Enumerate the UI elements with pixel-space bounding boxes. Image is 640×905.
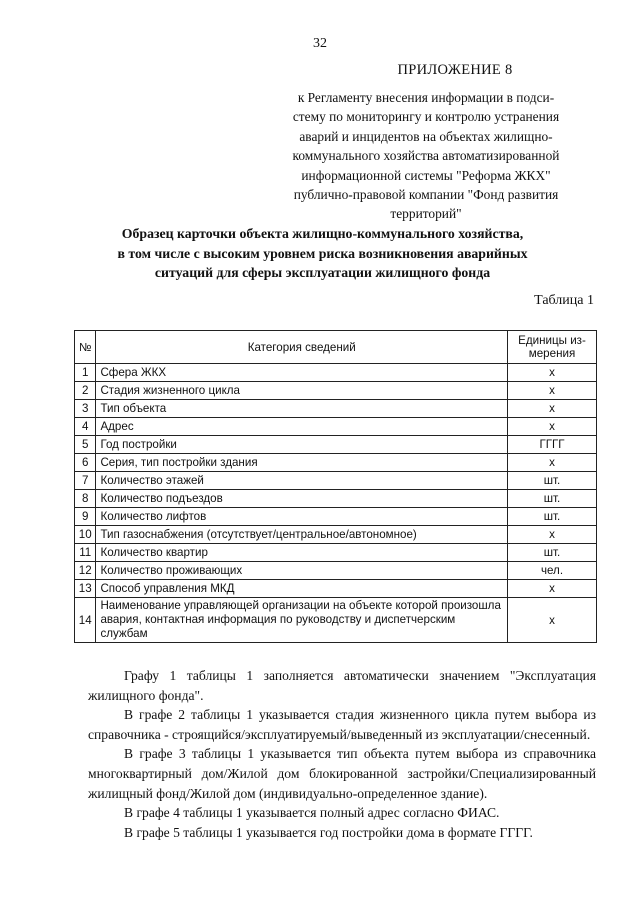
row-num: 8: [75, 490, 96, 508]
row-unit: ГГГГ: [508, 436, 597, 454]
body-text: [88, 666, 596, 842]
header-category: Категория сведений: [96, 331, 508, 364]
appendix-title: ПРИЛОЖЕНИЕ 8: [397, 62, 513, 78]
row-category: Адрес: [96, 418, 508, 436]
table-header-row: [75, 331, 597, 364]
appendix-subtitle-line: к Регламенту внесения информации в подси-: [297, 90, 555, 105]
row-num: 9: [75, 508, 96, 526]
row-category: Сфера ЖКХ: [96, 364, 508, 382]
table-row: [75, 508, 597, 526]
row-category: Количество этажей: [96, 472, 508, 490]
table-row: [75, 490, 597, 508]
row-num: 4: [75, 418, 96, 436]
paragraph: В графе 3 таблицы 1 указывается тип объекта путем выбора из справочника многоквартирный дом/Жилой дом блокированной застройки/Специализированный жилищный фонд/Жилой дом (индивидуально-определенное здание).: [88, 746, 596, 801]
header-unit: Единицы из-мерения: [508, 331, 597, 364]
row-num: 14: [75, 598, 96, 643]
appendix-subtitle-line: аварий и инцидентов на объектах жилищно-: [299, 128, 553, 144]
table-row: [75, 400, 597, 418]
row-unit: шт.: [508, 544, 597, 562]
table-row: [75, 472, 597, 490]
row-unit: х: [508, 418, 597, 436]
row-num: 5: [75, 436, 96, 454]
table-row: [75, 382, 597, 400]
row-unit: х: [508, 400, 597, 418]
row-num: 7: [75, 472, 96, 490]
row-unit: х: [508, 580, 597, 598]
row-unit: чел.: [508, 562, 597, 580]
appendix-subtitle: [270, 88, 582, 224]
row-category: Количество квартир: [96, 544, 508, 562]
row-category: Количество проживающих: [96, 562, 508, 580]
appendix-subtitle-line: коммунального хозяйства автоматизированной: [292, 148, 560, 164]
row-category: Тип объекта: [96, 400, 508, 418]
table-caption: Таблица 1: [534, 293, 594, 308]
appendix-subtitle-line: стему по мониторингу и контролю устранения: [292, 109, 560, 125]
row-num: 2: [75, 382, 96, 400]
appendix-subtitle-line: информационной системы "Реформа ЖКХ": [301, 167, 551, 183]
page-number: 32: [313, 36, 327, 51]
table-row: [75, 580, 597, 598]
table-row: [75, 598, 597, 643]
table-row: [75, 544, 597, 562]
heading-line: Образец карточки объекта жилищно-коммунального хозяйства,: [121, 226, 524, 241]
row-category: Стадия жизненного цикла: [96, 382, 508, 400]
row-category: Способ управления МКД: [96, 580, 508, 598]
table-row: [75, 364, 597, 382]
heading-line: ситуаций для сферы эксплуатации жилищного фонда: [154, 265, 491, 280]
row-unit: шт.: [508, 508, 597, 526]
paragraph: В графе 2 таблицы 1 указывается стадия жизненного цикла путем выбора из справочника - строящийся/эксплуатируемый/выведенный из эксплуатации/снесенный.: [88, 707, 596, 742]
row-unit: х: [508, 454, 597, 472]
row-num: 12: [75, 562, 96, 580]
row-category: Серия, тип постройки здания: [96, 454, 508, 472]
document-heading: [60, 224, 585, 283]
table-row: [75, 454, 597, 472]
data-table: [74, 330, 597, 643]
table-row: [75, 526, 597, 544]
row-category: Год постройки: [96, 436, 508, 454]
row-category: Наименование управляющей организации на объекте которой произошла авария, контактная информация по руководству и диспетчерским службам: [96, 598, 508, 643]
row-category: Тип газоснабжения (отсутствует/центральное/автономное): [96, 526, 508, 544]
row-num: 1: [75, 364, 96, 382]
row-num: 6: [75, 454, 96, 472]
appendix-subtitle-line: публично-правовой компании "Фонд развития: [293, 187, 559, 203]
row-category: Количество подъездов: [96, 490, 508, 508]
paragraph: Графу 1 таблицы 1 заполняется автоматически значением "Эксплуатация жилищного фонда".: [88, 668, 596, 703]
heading-line: в том числе с высоким уровнем риска возникновения аварийных: [117, 245, 528, 261]
row-num: 13: [75, 580, 96, 598]
paragraph: В графе 5 таблицы 1 указывается год постройки дома в формате ГГГГ.: [124, 824, 533, 840]
row-num: 10: [75, 526, 96, 544]
row-unit: х: [508, 526, 597, 544]
table-row: [75, 418, 597, 436]
appendix-subtitle-line: территорий": [390, 206, 462, 222]
header-num: №: [75, 331, 96, 364]
row-unit: шт.: [508, 472, 597, 490]
row-num: 11: [75, 544, 96, 562]
row-num: 3: [75, 400, 96, 418]
table-row: [75, 562, 597, 580]
row-unit: шт.: [508, 490, 597, 508]
row-unit: х: [508, 364, 597, 382]
table-row: [75, 436, 597, 454]
paragraph: В графе 4 таблицы 1 указывается полный адрес согласно ФИАС.: [124, 805, 500, 821]
row-unit: х: [508, 382, 597, 400]
row-unit: х: [508, 598, 597, 643]
row-category: Количество лифтов: [96, 508, 508, 526]
